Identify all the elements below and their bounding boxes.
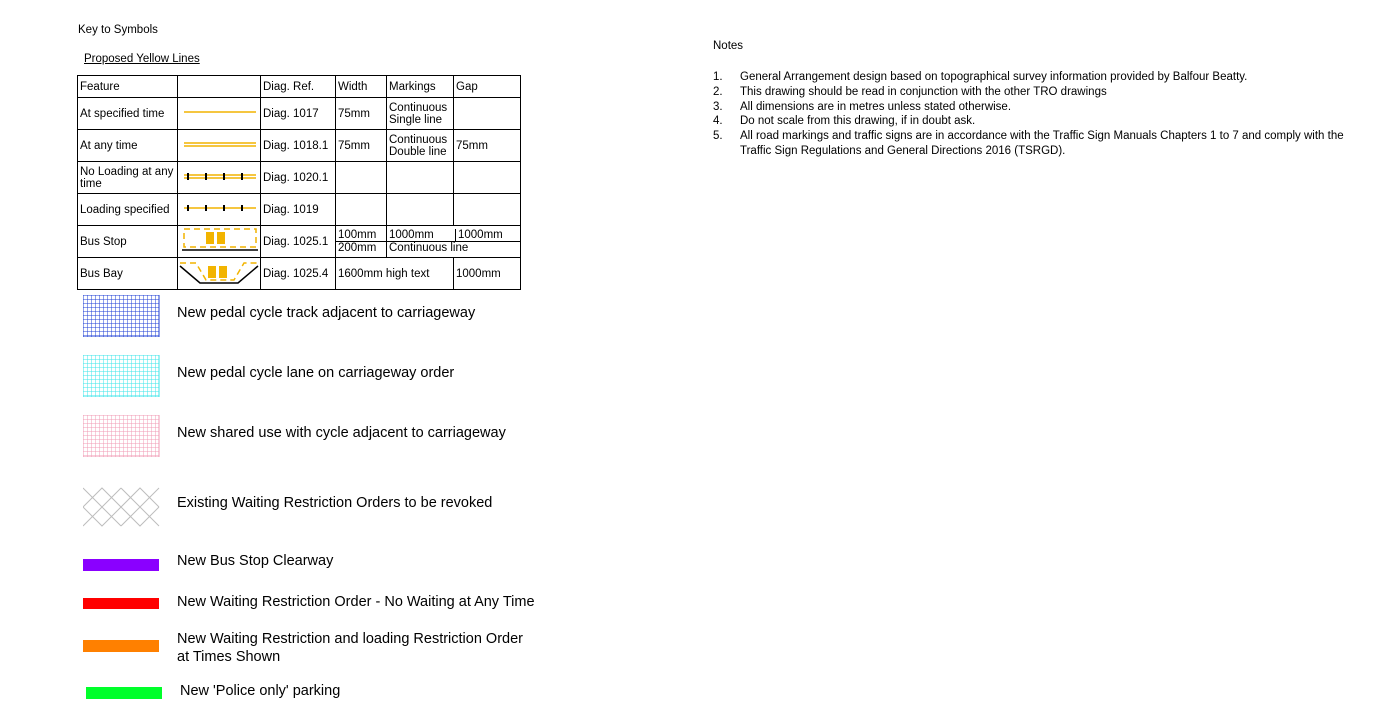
revoked-orders-swatch: [83, 486, 161, 528]
width-cell: [336, 194, 387, 226]
no-waiting-swatch: [83, 598, 159, 609]
note-item: [713, 85, 1363, 100]
table-row: [78, 162, 521, 194]
header-gap: Gap: [454, 76, 521, 98]
legend-label-cycle-track: New pedal cycle track adjacent to carriageway: [177, 305, 476, 321]
note-text: All road markings and traffic signs are in accordance with the Traffic Sign Manuals Chapters 1 to 7 and comply with the Traffic Sign Regulations and General Directions 2016 (TSRGD).: [740, 130, 1344, 157]
width-cell: 75mm: [336, 130, 387, 162]
gap-cell: [454, 162, 521, 194]
markings-cell: [387, 194, 454, 226]
police-parking-swatch: [86, 687, 162, 699]
cycle-lane-swatch: [83, 355, 161, 397]
yellow-lines-table: [77, 75, 521, 290]
legend-label-no-waiting: New Waiting Restriction Order - No Waiting at Any Time: [177, 594, 535, 610]
ref-cell: Diag. 1019: [261, 194, 336, 226]
note-item: [713, 129, 1363, 159]
markings-gap-cell: [387, 226, 521, 258]
note-text: General Arrangement design based on topographical survey information provided by Balfour Beatty.: [740, 71, 1248, 83]
ref-cell: Diag. 1025.4: [261, 258, 336, 290]
table-row: [78, 130, 521, 162]
note-text: Do not scale from this drawing, if in doubt ask.: [740, 115, 976, 128]
width-cell: [336, 226, 387, 258]
header-symbol: [178, 76, 261, 98]
key-title: Key to Symbols: [78, 24, 158, 36]
note-item: [713, 70, 1363, 85]
cycle-track-swatch: [83, 295, 161, 337]
legend-label-revoked: Existing Waiting Restriction Orders to be revoked: [177, 495, 493, 511]
note-item: [713, 114, 1363, 129]
header-width: Width: [336, 76, 387, 98]
loading-restriction-swatch: [83, 640, 159, 652]
feature-cell: No Loading at any time: [78, 162, 178, 194]
gap-cell: 75mm: [454, 130, 521, 162]
double-yellow-line-icon: [178, 130, 261, 162]
feature-cell: Bus Bay: [78, 258, 178, 290]
ref-cell: Diag. 1020.1: [261, 162, 336, 194]
markings-cell: Continuous Double line: [387, 130, 454, 162]
legend-label-line2: at Times Shown: [177, 649, 281, 665]
legend-label-bus-clearway: New Bus Stop Clearway: [177, 553, 334, 569]
shared-use-swatch: [83, 415, 161, 457]
gap-cell: [454, 98, 521, 130]
feature-cell: Loading specified: [78, 194, 178, 226]
markings-value: 1000mm: [387, 229, 456, 241]
feature-cell: Bus Stop: [78, 226, 178, 258]
gap-cell: [454, 194, 521, 226]
key-subtitle: Proposed Yellow Lines: [84, 53, 200, 65]
header-feature: Feature: [78, 76, 178, 98]
gap-cell: 1000mm: [454, 258, 521, 290]
note-number: 2.: [713, 85, 723, 98]
gap-value: 1000mm: [458, 229, 503, 241]
note-number: 1.: [713, 71, 723, 83]
notes-title: Notes: [713, 40, 744, 52]
table-row: [78, 258, 521, 290]
bus-bay-marking-icon: [178, 258, 261, 290]
note-text: This drawing should be read in conjunction with the other TRO drawings: [740, 85, 1107, 98]
width-cell: [336, 162, 387, 194]
markings-cell: Continuous Single line: [387, 98, 454, 130]
markings-value-2: Continuous line: [389, 242, 469, 254]
legend-label-shared-use: New shared use with cycle adjacent to carriageway: [177, 425, 506, 441]
header-markings: Markings: [387, 76, 454, 98]
legend-label-police-parking: New 'Police only' parking: [180, 683, 341, 699]
notes-list: [713, 70, 1363, 159]
ref-cell: Diag. 1018.1: [261, 130, 336, 162]
ref-cell: Diag. 1017: [261, 98, 336, 130]
width-value-2: 200mm: [338, 242, 377, 254]
legend-label-line1: New Waiting Restriction and loading Restriction Order: [177, 631, 523, 647]
bus-stop-clearway-swatch: [83, 559, 159, 571]
header-diag-ref: Diag. Ref.: [261, 76, 336, 98]
feature-cell: At specified time: [78, 98, 178, 130]
table-row: [78, 98, 521, 130]
legend-label-cycle-lane: New pedal cycle lane on carriageway order: [177, 365, 455, 381]
table-row: [78, 194, 521, 226]
table-row: [78, 226, 521, 258]
width-value: 100mm: [336, 229, 386, 242]
note-number: 5.: [713, 130, 723, 143]
legend-label-loading-restriction: [177, 630, 523, 666]
single-yellow-line-icon: [178, 98, 261, 130]
width-cell: 75mm: [336, 98, 387, 130]
note-number: 4.: [713, 115, 723, 128]
note-text: All dimensions are in metres unless stated otherwise.: [740, 100, 1012, 113]
feature-cell: At any time: [78, 130, 178, 162]
table-header-row: [78, 76, 521, 98]
bus-stop-marking-icon: [178, 226, 261, 258]
note-number: 3.: [713, 100, 723, 113]
loading-specified-marking-icon: [178, 194, 261, 226]
markings-cell: [387, 162, 454, 194]
width-cell: 1600mm high text: [336, 258, 454, 290]
ref-cell: Diag. 1025.1: [261, 226, 336, 258]
no-loading-marking-icon: [178, 162, 261, 194]
note-item: [713, 100, 1363, 115]
